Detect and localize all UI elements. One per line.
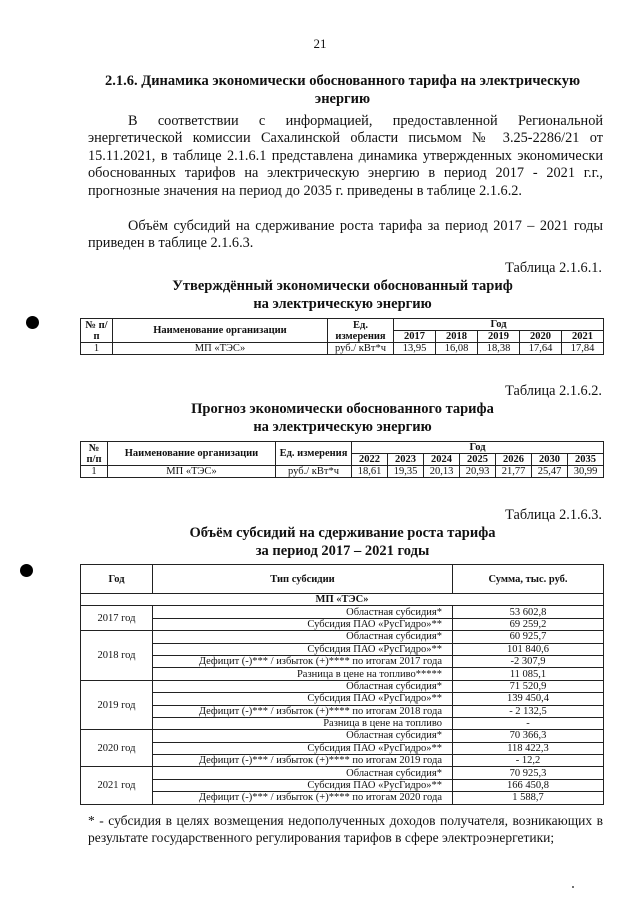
table3-type-cell: Дефицит (-)*** / избыток (+)**** по итогам 2020 года	[153, 792, 453, 804]
table3-sum-cell: 71 520,9	[453, 680, 604, 692]
table2-year: 2022	[352, 454, 388, 466]
table3-sum-cell: - 12,2	[453, 755, 604, 767]
table2-value: 19,35	[388, 466, 424, 478]
table2	[80, 441, 604, 478]
table-row	[81, 643, 604, 655]
table3-sum-cell: 70 925,3	[453, 767, 604, 779]
table3	[80, 564, 604, 805]
table3-sum-cell: 139 450,4	[453, 693, 604, 705]
table2-title-line1: Прогноз экономически обоснованного тарифа	[191, 401, 494, 417]
table-row	[81, 680, 604, 692]
table-row	[81, 606, 604, 618]
table3-title	[80, 524, 605, 560]
table3-type-cell: Областная субсидия*	[153, 680, 453, 692]
table-row	[81, 618, 604, 630]
table1-year: 2021	[562, 331, 604, 343]
table2-h-year: Год	[352, 442, 604, 454]
table2-value: 20,93	[460, 466, 496, 478]
table2-year: 2025	[460, 454, 496, 466]
table3-year-cell: 2020 год	[81, 730, 153, 767]
table-row	[81, 779, 604, 791]
table2-h-name: Наименование организации	[108, 442, 276, 466]
table2-year: 2030	[532, 454, 568, 466]
section-heading	[80, 72, 605, 108]
table3-h-type: Тип субсидии	[153, 565, 453, 594]
table2-value: 18,61	[352, 466, 388, 478]
binder-hole-2	[20, 564, 33, 577]
table-row	[81, 792, 604, 804]
table2-year: 2024	[424, 454, 460, 466]
scan-speck	[572, 886, 574, 888]
table2-year: 2035	[568, 454, 604, 466]
table-row	[81, 755, 604, 767]
table1-h-num: № п/п	[81, 319, 113, 343]
table3-type-cell: Субсидия ПАО «РусГидро»**	[153, 643, 453, 655]
table2-h-unit: Ед. измерения	[276, 442, 352, 466]
table-row	[81, 767, 604, 779]
table1-value: 17,84	[562, 343, 604, 355]
table1-year: 2019	[478, 331, 520, 343]
table2-unit: руб./ кВт*ч	[276, 466, 352, 478]
table-row	[81, 730, 604, 742]
table3-sum-cell: 118 422,3	[453, 742, 604, 754]
table3-sum-cell: 11 085,1	[453, 668, 604, 680]
table3-title-line2: за период 2017 – 2021 годы	[255, 543, 430, 559]
table3-year-cell: 2018 год	[81, 631, 153, 681]
table2-caption: Таблица 2.1.6.2.	[505, 383, 602, 399]
section-heading-line2: энергию	[314, 91, 371, 107]
table3-type-cell: Дефицит (-)*** / избыток (+)**** по итогам 2017 года	[153, 655, 453, 667]
table3-type-cell: Субсидия ПАО «РусГидро»**	[153, 742, 453, 754]
table3-sum-cell: 53 602,8	[453, 606, 604, 618]
table-row	[81, 668, 604, 680]
table3-sum-cell: 69 259,2	[453, 618, 604, 630]
table3-sum-cell: 1 588,7	[453, 792, 604, 804]
table-row	[81, 655, 604, 667]
table-row	[81, 742, 604, 754]
page-number: 21	[313, 36, 327, 51]
table1-value: 13,95	[394, 343, 436, 355]
paragraph-1: В соответствии с информацией, предоставленной Региональной энергетической комиссии Сахалинской области письмом № 3.25-2286/21 от 15.11.2021, в таблице 2.1.6.1 представлена динамика утвержденных экономически обоснованных тарифов на электрическую энергию в период 2017 - 2021 г.г., прогнозные значения на период до 2035 г. приведены в таблице 2.1.6.2.	[88, 113, 603, 199]
table2-h-num: № п/п	[81, 442, 108, 466]
table3-year-cell: 2017 год	[81, 606, 153, 631]
table3-type-cell: Дефицит (-)*** / избыток (+)**** по итогам 2019 года	[153, 755, 453, 767]
table3-sum-cell: 101 840,6	[453, 643, 604, 655]
section-heading-line1: 2.1.6. Динамика экономически обоснованного тарифа на электрическую	[104, 73, 581, 89]
footnote: * - субсидия в целях возмещения недополученных доходов получателя, возникающих в результате государственного регулирования тарифов в сфере электроэнергетики;	[88, 813, 603, 845]
table3-type-cell: Субсидия ПАО «РусГидро»**	[153, 618, 453, 630]
table1-caption: Таблица 2.1.6.1.	[505, 260, 602, 276]
table3-sum-cell: 166 450,8	[453, 779, 604, 791]
binder-hole-1	[26, 316, 39, 329]
table3-type-cell: Областная субсидия*	[153, 730, 453, 742]
table1-title-line1: Утверждённый экономически обоснованный тариф	[172, 278, 513, 294]
table-row	[81, 693, 604, 705]
table1-h-year: Год	[394, 319, 604, 331]
table-row	[81, 343, 604, 355]
table2-value: 21,77	[496, 466, 532, 478]
table-row	[81, 705, 604, 717]
table1-value: 16,08	[436, 343, 478, 355]
table3-org: МП «ТЭС»	[81, 594, 604, 606]
table2-value: 25,47	[532, 466, 568, 478]
table3-title-line1: Объём субсидий на сдерживание роста тарифа	[189, 525, 496, 541]
table2-org: МП «ТЭС»	[108, 466, 276, 478]
table3-type-cell: Разница в цене на топливо	[153, 717, 453, 729]
table1-h-name: Наименование организации	[113, 319, 328, 343]
table2-value: 20,13	[424, 466, 460, 478]
table3-sum-cell: -	[453, 717, 604, 729]
table3-type-cell: Субсидия ПАО «РусГидро»**	[153, 693, 453, 705]
table1-year: 2017	[394, 331, 436, 343]
table3-sum-cell: 60 925,7	[453, 631, 604, 643]
table2-title-line2: на электрическую энергию	[253, 419, 432, 435]
paragraph-2: Объём субсидий на сдерживание роста тарифа за период 2017 – 2021 годы приведен в таблице 2.1.6.3.	[88, 218, 603, 252]
table3-caption: Таблица 2.1.6.3.	[505, 507, 602, 523]
table2-year: 2023	[388, 454, 424, 466]
table3-type-cell: Областная субсидия*	[153, 767, 453, 779]
table3-type-cell: Субсидия ПАО «РусГидро»**	[153, 779, 453, 791]
table3-sum-cell: 70 366,3	[453, 730, 604, 742]
table-row	[81, 717, 604, 729]
table2-year: 2026	[496, 454, 532, 466]
table1	[80, 318, 604, 355]
table2-num: 1	[81, 466, 108, 478]
table1-org: МП «ТЭС»	[113, 343, 328, 355]
table1-year: 2020	[520, 331, 562, 343]
table-row	[81, 631, 604, 643]
table3-body	[81, 606, 604, 804]
table1-title-line2: на электрическую энергию	[253, 296, 432, 312]
table2-title	[80, 400, 605, 436]
table1-value: 18,38	[478, 343, 520, 355]
table1-year: 2018	[436, 331, 478, 343]
table3-type-cell: Областная субсидия*	[153, 606, 453, 618]
table3-type-cell: Дефицит (-)*** / избыток (+)**** по итогам 2018 года	[153, 705, 453, 717]
table-row	[81, 466, 604, 478]
table3-h-sum: Сумма, тыс. руб.	[453, 565, 604, 594]
table1-h-unit: Ед. измерения	[328, 319, 394, 343]
table3-type-cell: Областная субсидия*	[153, 631, 453, 643]
table3-sum-cell: -2 307,9	[453, 655, 604, 667]
table2-value: 30,99	[568, 466, 604, 478]
table3-year-cell: 2021 год	[81, 767, 153, 804]
table1-title	[80, 277, 605, 313]
table3-type-cell: Разница в цене на топливо*****	[153, 668, 453, 680]
table3-h-year: Год	[81, 565, 153, 594]
table1-unit: руб./ кВт*ч	[328, 343, 394, 355]
table3-year-cell: 2019 год	[81, 680, 153, 730]
table1-value: 17,64	[520, 343, 562, 355]
table1-num: 1	[81, 343, 113, 355]
table3-sum-cell: - 2 132,5	[453, 705, 604, 717]
